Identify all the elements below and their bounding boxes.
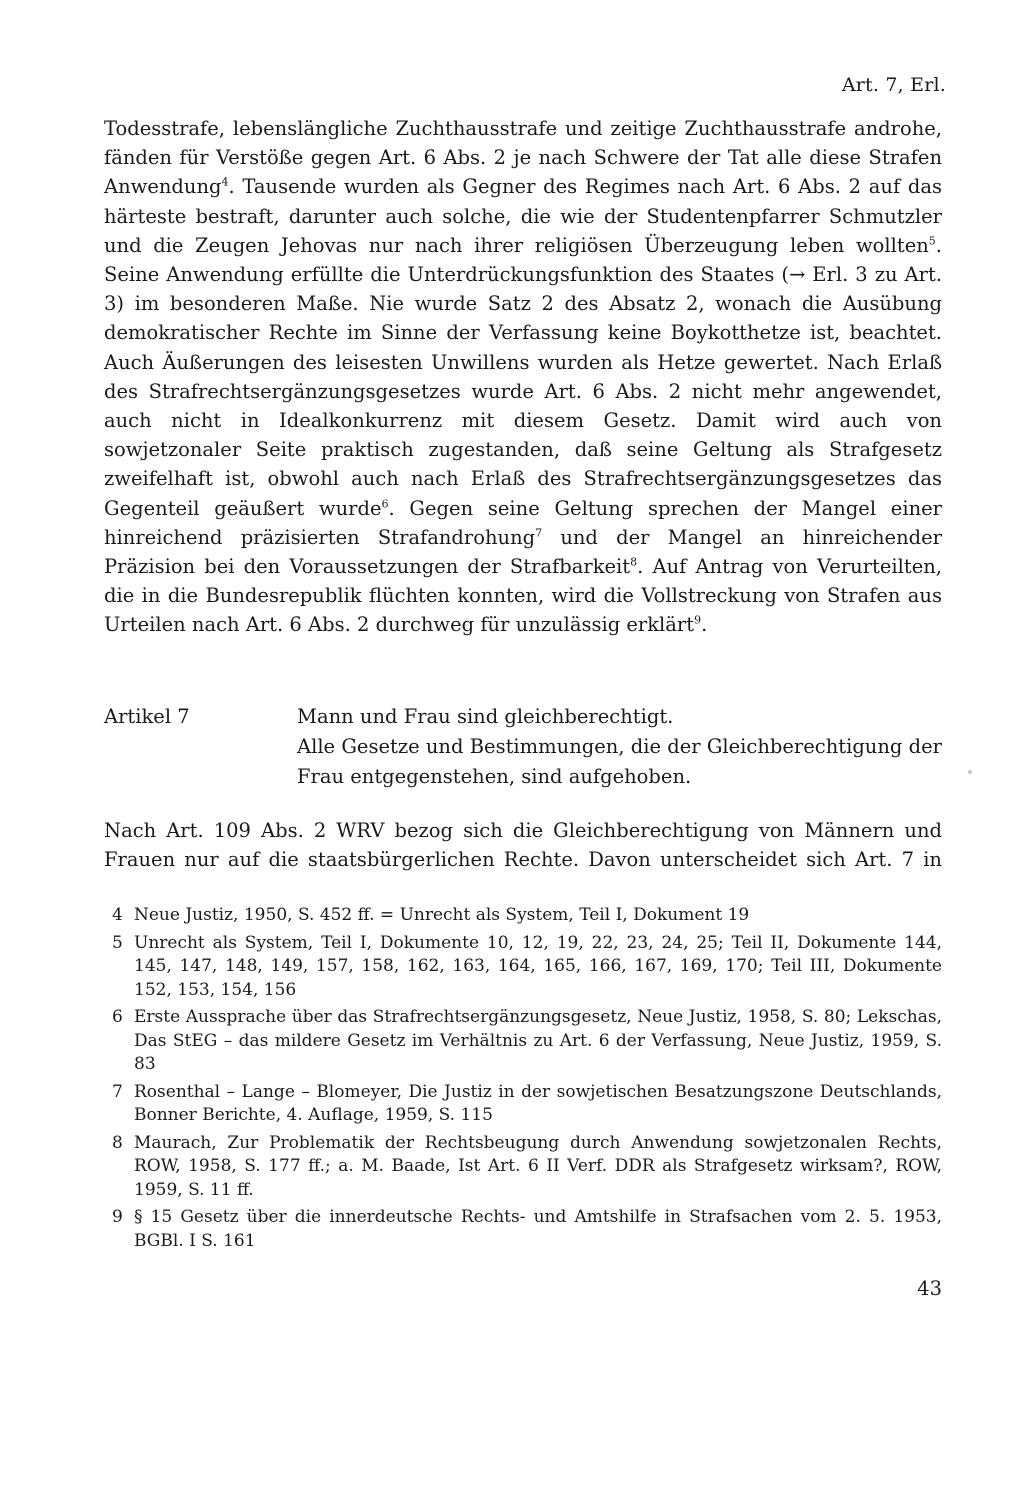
text-segment: . Gegen seine Geltung sprechen der Mangel einer hinreichend präzisierten Strafandrohung — [104, 496, 942, 549]
article-line: Frau entgegenstehen, sind aufgehoben. — [297, 765, 692, 788]
footnote-text: Erste Aussprache über das Strafrechtsergänzungsgesetz, Neue Justiz, 1958, S. 80; Lekschas, Das StEG – das mildere Gesetz im Verhältnis zu Art. 6 der Verfassung, Neue Justiz, 1959, S. 83 — [134, 1007, 942, 1074]
footnote — [112, 1206, 942, 1253]
footnote-text: Rosenthal – Lange – Blomeyer, Die Justiz in der sowjetischen Besatzungszone Deutschlands, Bonner Berichte, 4. Auflage, 1959, S. 115 — [134, 1081, 942, 1125]
footnote-number: 6 — [112, 1007, 123, 1027]
footnote — [112, 1081, 942, 1128]
commentary-paragraph: Nach Art. 109 Abs. 2 WRV bezog sich die Gleichberechtigung von Männern und Frauen nur auf die staatsbürgerlichen Rechte. Davon unterscheidet sich Art. 7 in — [104, 819, 942, 872]
text-segment: . Seine Anwendung erfüllte die Unterdrückungsfunktion des Staates (→ Erl. 3 zu Art. 3) im besonderen Maße. Nie wurde Satz 2 des Absatz 2, wonach die Ausübung demokratischer Rechte im Sinne der Verfassung keine Boykotthetze ist, beachtet. Auch Äußerungen des leisesten Unwillens wurden als Hetze gewertet. Nach Erlaß des Strafrechtsergänzungsgesetzes wurde Art. 6 Abs. 2 nicht mehr angewendet, auch nicht in Idealkonkurrenz mit diesem Gesetz. Damit wird auch von sowjetzonaler Seite praktisch zugestanden, daß seine Geltung als Strafgesetz zweifelhaft ist, obwohl auch nach Erlaß des Strafrechtsergänzungsgesetzes das Gegenteil geäußert wurde — [104, 233, 942, 520]
text-segment: Todesstrafe, lebenslängliche Zuchthausstrafe und zeitige Zuchthausstrafe androhe, fänden für Verstöße gegen Art. 6 Abs. 2 je nach Schwere der Tat alle diese Strafen Anwendung — [104, 117, 942, 199]
text-segment: . Tausende wurden als Gegner des Regimes nach Art. 6 Abs. 2 auf das härteste bestraft, darunter auch solche, die wie der Studentenpfarrer Schmutzler und die Zeugen Jehovas nur nach ihrer religiösen Überzeugung leben wollten — [104, 175, 942, 257]
footnote-number: 7 — [112, 1081, 123, 1102]
footnote-reference: 7 — [535, 526, 543, 540]
footnote-text: § 15 Gesetz über die innerdeutsche Rechts- und Amtshilfe in Strafsachen vom 2. 5. 1953, BGBl. I S. 161 — [134, 1207, 942, 1251]
article-label: Artikel 7 — [104, 705, 190, 728]
article-line: Alle Gesetze und Bestimmungen, die der Gleichberechtigung der — [297, 735, 942, 758]
footnote-text: Maurach, Zur Problematik der Rechtsbeugung durch Anwendung sowjetzonalen Rechts, ROW, 1958, S. 177 ff.; a. M. Baade, Ist Art. 6 II Verf. DDR als Strafgesetz wirksam?, ROW, 1959, S. 11 ff. — [134, 1132, 942, 1200]
main-paragraph — [104, 114, 942, 640]
footnote — [112, 904, 942, 928]
footnote-text: Unrecht als System, Teil I, Dokumente 10, 12, 19, 22, 23, 24, 25; Teil II, Dokumente 144, 145, 147, 148, 149, 157, 158, 162, 163, 164, 165, 166, 167, 169, 170; Teil III, Dokumente 152, 153, 154, 156 — [134, 932, 942, 1000]
scan-speck — [968, 770, 972, 774]
footnote-reference: 4 — [221, 175, 229, 189]
footnote-reference: 6 — [381, 497, 389, 511]
article-text — [297, 702, 942, 792]
text-segment: . Auf Antrag von Verurteilten, die in die Bundesrepublik flüchten konnten, wird die Vollstreckung von Strafen aus Urteilen nach Art. 6 Abs. 2 durchweg für unzulässig erklärt — [104, 555, 943, 637]
text-segment: . — [701, 613, 708, 637]
footnote-reference: 8 — [630, 555, 638, 569]
footnote-reference: 5 — [928, 234, 936, 248]
footnote — [112, 1132, 942, 1203]
footnote-reference: 9 — [694, 613, 702, 627]
footnote — [112, 932, 942, 1003]
footnote-number: 4 — [112, 905, 123, 925]
page-number: 43 — [917, 1277, 942, 1300]
footnote-number: 8 — [112, 1132, 123, 1153]
footnote — [112, 1006, 942, 1077]
footnote-number: 9 — [112, 1207, 123, 1227]
article-line: Mann und Frau sind gleichberechtigt. — [297, 705, 674, 728]
footnotes — [112, 904, 942, 1257]
text-segment: und der Mangel an hinreichender Präzision bei den Voraussetzungen der Strafbarkeit — [104, 525, 942, 579]
running-header: Art. 7, Erl. — [841, 74, 946, 96]
footnote-text: Neue Justiz, 1950, S. 452 ff. = Unrecht als System, Teil I, Dokument 19 — [134, 905, 750, 925]
footnote-number: 5 — [112, 932, 123, 953]
